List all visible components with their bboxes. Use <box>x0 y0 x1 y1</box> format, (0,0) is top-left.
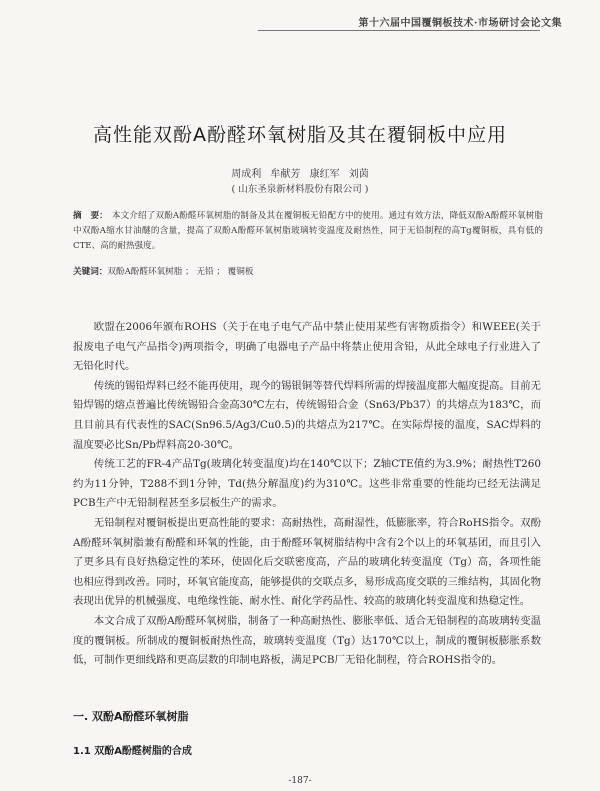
abstract <box>73 209 543 254</box>
keywords-text: 双酚A酚醛环氧树脂 ； 无铅 ； 覆铜板 <box>107 267 254 277</box>
header-rule <box>258 30 540 31</box>
subsection-heading: 1.1 双酚A酚醛树脂的合成 <box>73 746 192 757</box>
paragraph: 传统的锡铅焊料已经不能再使用，现今的锡银铜等替代焊料所需的焊接温度都大幅度提高。目前无铅焊锡的熔点普遍比传统锡铅合金高30℃左右，传统锡铅合金（Sn63/Pb37）的共熔点为183℃，而且目前具有代表性的SAC(Sn96.5/Ag3/Cu0.5)的共熔点为217℃。在实际焊接的温度，SAC焊料的温度要必比Sn/Pb焊料高20-30℃。 <box>73 379 541 451</box>
paragraph: 传统工艺的FR-4产品Tg(玻璃化转变温度)均在140℃以下；Z轴CTE值约为3.9%；耐热性T260约为11分钟，T288不到1分钟，Td(热分解温度)约为310℃。这些非常重要的性能均已经无法满足PCB生产中无铅制程甚至多层板生产的需求。 <box>73 458 541 510</box>
keywords <box>73 265 543 277</box>
affiliation: ( 山东圣泉新材料股份有限公司 ) <box>231 184 369 195</box>
running-header: 第十六届中国覆铜板技术·市场研讨会论文集 <box>358 18 562 29</box>
abstract-text: 本文介绍了双酚A酚醛环氧树脂的制备及其在覆铜板无铅配方中的使用。通过有效方法，降低双酚A酚醛环氧树脂中双酚A缩水甘油醚的含量，提高了双酚A酚醛环氧树脂玻璃转变温度及耐热性，同于无铅制程的高Tg覆铜板，具有低的CTE、高的耐热强度。 <box>73 211 543 251</box>
paragraph: 欧盟在2006年颁布ROHS（关于在电子电气产品中禁止使用某些有害物质指令）和WEEE(关于报废电子电气产品指令)两项指令，明确了电器电子产品中将禁止使用含铅，从此全球电子行业进入了无铅化时代。 <box>73 321 541 373</box>
keywords-label: 关键词： <box>73 267 108 277</box>
body-text <box>73 318 541 671</box>
paper-title: 高性能双酚A酚醛环氧树脂及其在覆铜板中应用 <box>93 124 507 146</box>
page-number: -187- <box>288 776 312 786</box>
authors: 周成利 牟献芳 康红军 刘茵 <box>231 169 369 180</box>
paragraph: 无铅制程对覆铜板提出更高性能的要求：高耐热性，高耐湿性，低膨胀率，符合RoHS指令。双酚A酚醛环氧树脂兼有酚醛和环氧的性能，由于酚醛环氧树脂结构中含有2个以上的环氧基团，而且引入了更多具有良好热稳定性的苯环，使固化后交联密度高，产品的玻璃化转变温度（Tg）高，各项性能也相应得到改善。同时，环氧官能度高，能够提供的交联点多，易形成高度交联的三维结构，其固化物表现出优异的机械强度、电绝缘性能、耐水性、耐化学药品性、较高的玻璃化转变温度和热稳定性。 <box>73 516 541 608</box>
paragraph: 本文合成了双酚A酚醛环氧树脂，制备了一种高耐热性、膨胀率低、适合无铅制程的高玻璃转变温度的覆铜板。所制成的覆铜板耐热性高，玻璃转变温度（Tg）达170℃以上，制成的覆铜板膨胀系数低，可制作更细线路和更高层数的印制电路板，满足PCB厂无铅化制程，符合ROHS指令的。 <box>73 614 541 667</box>
abstract-label: 摘 要： <box>73 211 108 221</box>
section-heading: 一. 双酚A酚醛环氧树脂 <box>73 710 189 723</box>
